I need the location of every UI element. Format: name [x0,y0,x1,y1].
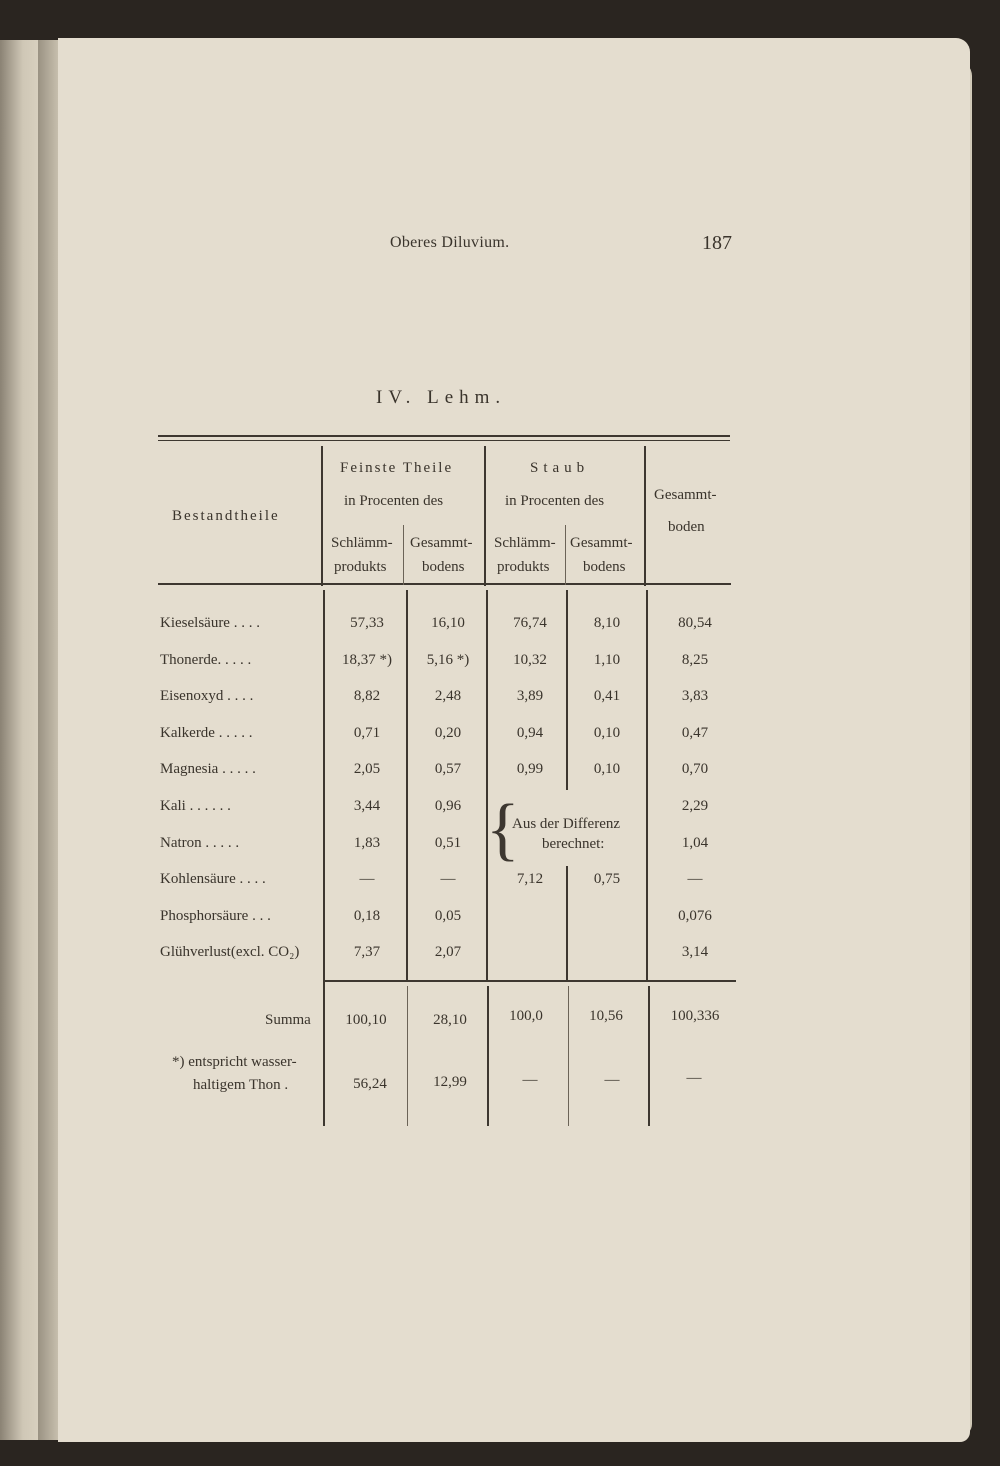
cell-f-ges: — [440,871,456,887]
header-s-gesammt-1: Gesammt- [570,535,633,551]
footnote-label-1: *) entspricht wasser- [172,1054,297,1070]
table-title: IV. Lehm. [376,387,507,408]
header-feinste-theile: Feinste Theile [340,460,454,476]
cell-f-schl: 2,05 [353,761,381,777]
cell-f-schl: 0,71 [353,725,381,741]
cell-s-ges: 0,75 [593,871,621,887]
row-label: Eisenoxyd . . . . [160,688,254,704]
cell-s-schl: 10,32 [513,652,547,668]
footnote-f-gesammt: 12,99 [433,1074,467,1090]
cell-f-schl: 8,82 [353,688,381,704]
cell-boden: 1,04 [681,835,709,851]
cell-boden: — [687,871,703,887]
header-f-schlamm-2: produkts [334,559,387,575]
cell-f-schl: 0,18 [353,908,381,924]
header-f-schlamm-1: Schlämm- [331,535,393,551]
row-label: Glühverlust(excl. CO₂) [160,944,300,960]
cell-boden: 80,54 [678,615,712,631]
summa-f-schlamm: 100,10 [345,1012,387,1028]
cell-boden: 3,83 [681,688,709,704]
header-staub-sub: in Procenten des [505,493,605,509]
cell-s-schl: 0,99 [516,761,544,777]
facing-page-edge [0,40,38,1440]
grouping-brace: { [486,791,520,868]
footnote-boden: — [686,1070,702,1086]
page-number: 187 [702,232,732,254]
cell-boden: 2,29 [681,798,709,814]
cell-f-ges: 0,57 [434,761,462,777]
cell-s-ges: 0,41 [593,688,621,704]
row-label: Phosphorsäure . . . [160,908,271,924]
cell-s-schl: 0,94 [516,725,544,741]
row-label: Kali . . . . . . [160,798,231,814]
header-f-gesammt-1: Gesammt- [410,535,473,551]
row-label: Magnesia . . . . . [160,761,256,777]
header-gesammt-line1: Gesammt- [654,487,717,503]
footnote-label-2: haltigem Thon . [193,1077,289,1093]
row-label: Kieselsäure . . . . [160,615,260,631]
header-feinste-sub: in Procenten des [344,493,444,509]
cell-f-ges: 2,07 [434,944,462,960]
footnote-f-schlamm: 56,24 [353,1076,387,1092]
footnote-s-gesammt: — [604,1072,620,1088]
cell-f-ges: 0,05 [434,908,462,924]
header-gesammt-line2: boden [668,519,705,535]
header-staub: Staub [530,460,590,476]
cell-boden: 3,14 [681,944,709,960]
summa-boden: 100,336 [670,1008,720,1024]
row-label: Kalkerde . . . . . [160,725,253,741]
cell-f-ges: 5,16 *) [426,652,470,668]
summa-label: Summa [265,1012,311,1028]
header-s-gesammt-2: bodens [583,559,626,575]
cell-f-schl: 1,83 [353,835,381,851]
cell-f-ges: 2,48 [434,688,462,704]
cell-f-schl: 7,37 [353,944,381,960]
cell-boden: 0,076 [678,908,712,924]
cell-s-schl: 7,12 [516,871,544,887]
cell-f-schl: — [359,871,375,887]
footnote-s-schlamm: — [522,1072,538,1088]
summa-s-schlamm: 100,0 [509,1008,543,1024]
cell-f-ges: 16,10 [431,615,465,631]
differenz-note-2: berechnet: [542,836,605,852]
cell-s-ges: 8,10 [593,615,621,631]
header-f-gesammt-2: bodens [422,559,465,575]
cell-s-schl: 76,74 [513,615,547,631]
cell-boden: 0,70 [681,761,709,777]
cell-s-ges: 0,10 [593,725,621,741]
header-s-schlamm-2: produkts [497,559,550,575]
summa-s-gesammt: 10,56 [589,1008,623,1024]
header-s-schlamm-1: Schlämm- [494,535,556,551]
book-gutter [38,40,60,1440]
cell-boden: 8,25 [681,652,709,668]
cell-f-schl: 3,44 [353,798,381,814]
summa-f-gesammt: 28,10 [433,1012,467,1028]
cell-boden: 0,47 [681,725,709,741]
row-label: Thonerde. . . . . [160,652,252,668]
cell-s-ges: 1,10 [593,652,621,668]
cell-f-ges: 0,96 [434,798,462,814]
row-label: Kohlensäure . . . . [160,871,266,887]
running-title: Oberes Diluvium. [390,234,510,251]
cell-s-schl: 3,89 [516,688,544,704]
cell-s-ges: 0,10 [593,761,621,777]
cell-f-schl: 57,33 [350,615,384,631]
cell-f-schl: 18,37 *) [342,652,392,668]
header-bestandtheile: Bestandtheile [172,508,280,524]
row-label: Natron . . . . . [160,835,240,851]
cell-f-ges: 0,51 [434,835,462,851]
differenz-note-1: Aus der Differenz [512,816,621,832]
cell-f-ges: 0,20 [434,725,462,741]
